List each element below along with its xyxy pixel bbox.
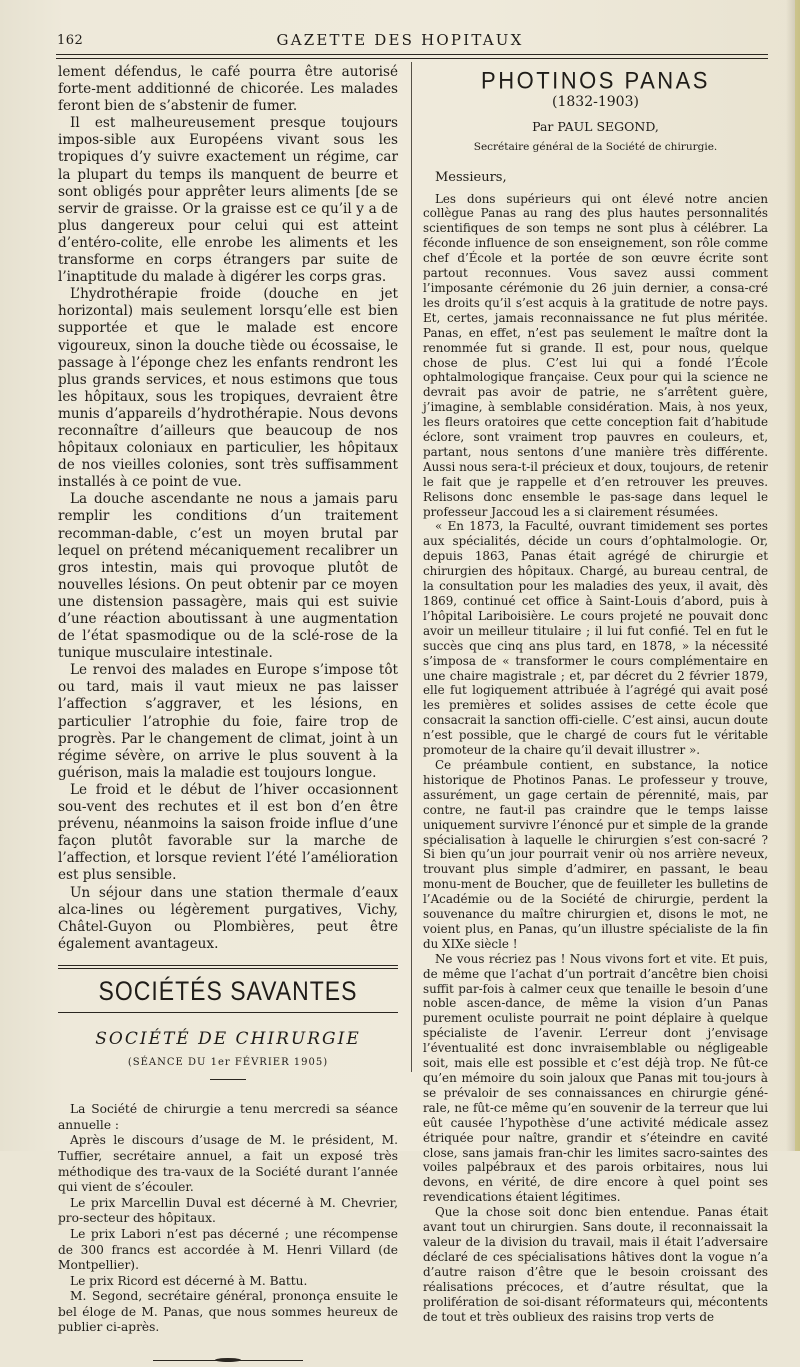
section-rule-top: [58, 965, 398, 969]
body-paragraph: Il est malheureusement presque toujours impos-sible aux Européens vivant sous les tropiques d’y suivre exactement un régime, car la plupart du temps ils manquent de beurre et sont obligés pour apprêter leurs aliments [de se servir de graisse. Or la graisse est ce qu’il y a de plus dangereux pour celui qui est atteint d’entéro-colite, elle enrobe les aliments et les transforme en corps étrangers par suite de l’inaptitude du malade à digérer les corps gras.: [58, 115, 398, 286]
ornament-rule: [153, 1360, 303, 1367]
column-divider: [411, 62, 412, 1072]
body-paragraph: Le renvoi des malades en Europe s’impose tôt ou tard, mais il vaut mieux ne pas laisser l’affection s’aggraver, et les lésions, en particulier l’atrophie du foie, faire trop de progrès. Par le changement de climat, joint à un régime sévère, on arrive le plus souvent à la guérison, mais la maladie est toujours longue.: [58, 662, 398, 781]
body-paragraph: Ne vous récriez pas ! Nous vivons fort et vite. Et puis, de même que l’achat d’un portrait d’ancêtre bien choisi suffit par-fois à calmer ceux que tenaille le besoin d’une noble ascen-dance, de même la vision d’un Panas purement oculiste pourrait ne point déplaire à quelque spécialiste de l’avenir. L’erreur dont j’envisage l’éventualité est donc invraisemblable ou négligeable soit, mais elle est possible et c’est déjà trop. Ne fût-ce qu’en mémoire du soin jaloux que Panas mit tou-jours à se prévaloir de ses connaissances en chirurgie géné-rale, ne fût-ce même qu’en souvenir de la terreur que lui eût causée l’hypothèse d’une activité médicale assez étriquée pour naître, grandir et s’éteindre en cavité close, sans jamais fran-chir les limites sacro-saintes des voiles palpébraux et des parois orbitaires, nous lui devons, en vérité, de dire encore à quel point ses revendications étaient légitimes.: [423, 951, 768, 1205]
report-paragraph: La Société de chirurgie a tenu mercredi sa séance annuelle :: [58, 1102, 398, 1132]
report-paragraph: Le prix Ricord est décerné à M. Battu.: [70, 1273, 308, 1288]
body-paragraph: L’hydrothérapie froide (douche en jet horizontal) mais seulement lorsqu’elle est bien supportée et que le malade est encore vigoureux, sinon la douche tiède ou écossaise, le passage à l’éponge chez les enfants rendront les plus grands services, et nous estimons que tous les hôpitaux, sous les tropiques, devraient être munis d’appareils d’hydrothérapie. Nous devons reconnaître d’ailleurs que beaucoup de nos hôpitaux coloniaux en particulier, les hôpitaux de nos vieilles colonies, sont très suffisamment installés à ce point de vue.: [58, 286, 398, 491]
page-number: 162: [57, 33, 84, 48]
body-paragraph: Que la chose soit donc bien entendue. Panas était avant tout un chirurgien. Sans doute, il reconnaissait la valeur de la division du travail, mais il était l’adversaire déclaré de ces spécialisations hâtives dont la vogue n’a d’autre raison d’être que le besoin croissant des réalisations précoces, et d’autre résultat, que la prolifération de soi-disant réformateurs qui, mécontents de tout et très oublieux des raisins trop verts de: [423, 1205, 768, 1324]
salutation: Messieurs,: [435, 169, 507, 185]
body-paragraph: Le froid et le début de l’hiver occasionnent sou-vent des rechutes et il est bon d’en être prévenu, néanmoins la saison froide influe d’une façon plutôt favorable sur la marche de l’affection, et lorsque revient l’été l’amélioration est plus sensible.: [58, 781, 398, 884]
short-rule: [210, 1079, 246, 1080]
body-paragraph: « En 1873, la Faculté, ouvrant timidement ses portes aux spécialités, décide un cours d’ophtalmologie. Or, depuis 1863, Panas était agrégé de chirurgie et chirurgien des hôpitaux. Chargé, au bureau central, de la consultation pour les maladies des yeux, il avait, dès 1869, continué cet office à Saint-Louis d’abord, puis à l’hôpital Lariboisière. Le cours projeté ne pouvait donc avoir un meilleur titulaire ; il lui fut confié. Tel en fut le succès que cinq ans plus tard, en 1878, » la nécessité s’imposa de « transformer le cours complémentaire en une chaire magistrale ; et, par décret du 2 février 1879, elle fut logiquement attribuée à l’agrégé qui avait posé les premières et solides assises de cette école que consacrait la sanction offi-cielle. C’est ainsi, aucun doute n’est possible, que le chargé de cours fut le véritable promoteur de la chaire qu’il devait illustrer ».: [423, 519, 768, 758]
article-years: (1832-1903): [552, 93, 639, 110]
section-title: SOCIÉTÉS SAVANTES: [98, 975, 358, 1006]
body-paragraph: Un séjour dans une station thermale d’eaux alca-lines ou légèrement purgatives, Vichy, Châtel-Guyon ou Plombières, peut être également avantageux.: [58, 884, 398, 952]
article-author: Par PAUL SEGOND,: [532, 118, 659, 134]
body-paragraph: La douche ascendante ne nous a jamais paru remplir les conditions d’un traitement recomman-dable, c’est un moyen brutal par lequel on prétend mécaniquement recalibrer un gros intestin, mais qui provoque plutôt de nouvelles lésions. On peut obtenir par ce moyen une distension passagère, mais qui est suivie d’une réaction aboutissant à une augmentation de l’état spasmodique ou de la sclé-rose de la tunique musculaire intestinale.: [58, 491, 398, 662]
report-paragraph: Le prix Labori n’est pas décerné ; une récompense de 300 francs est accordée à M. Henri Villard (de Montpellier).: [58, 1226, 398, 1273]
page-edge-band: [795, 0, 800, 1151]
body-paragraph: Les dons supérieurs qui ont élevé notre ancien collègue Panas au rang des plus hautes personnalités scientifiques de son temps ne sont plus à célébrer. La féconde influence de son enseignement, son rôle comme chef d’École et la portée de son œuvre écrite sont partout reconnues. Vous savez aussi comment l’imposante cérémonie du 26 juin dernier, a consa-cré les droits qu’il s’est acquis à la gratitude de notre pays. Et, certes, jamais reconnaissance ne fut plus méritée. Panas, en effet, n’est pas seulement le maître dont la renommée fut si grande. Il est, pour nous, quelque chose de plus. C’est lui qui a fondé l’École ophtalmologique française. Ceux pour qui la science ne devrait pas avoir de patrie, ne s’arrêtent guère, j’imagine, à semblable considération. Mais, à nos yeux, les fleurs oratoires que cette conception fait d’habitude éclore, sont vraiment trop pauvres en couleurs, et, partant, nous sentons d’une manière très différente. Aussi nous sera-t-il précieux et doux, toujours, de retenir le fait que je rappelle et d’en retrouver les preuves. Relisons donc ensemble le pas-sage dans lequel le professeur Jaccoud les a si clairement résumées.: [423, 191, 768, 519]
article-title: PHOTINOS PANAS: [481, 66, 710, 95]
right-column: [423, 64, 768, 1324]
session-date: (SÉANCE DU 1er FÉVRIER 1905): [127, 1057, 329, 1069]
report-paragraph: M. Segond, secrétaire général, prononça ensuite le bel éloge de M. Panas, que nous sommes heureux de publier ci-après.: [58, 1289, 398, 1335]
body-paragraph: lement défendus, le café pourra être autorisé forte-ment additionné de chicorée. Les malades feront bien de s’abstenir de fumer.: [58, 64, 398, 115]
report-paragraph: Après le discours d’usage de M. le président, M. Tuffier, secrétaire annuel, a fait un exposé très méthodique des tra-vaux de la Société durant l’année qui vient de s’écouler.: [58, 1133, 398, 1195]
society-name: SOCIÉTÉ DE CHIRURGIE: [95, 1028, 361, 1049]
article-author-role: Secrétaire général de la Société de chirurgie.: [473, 140, 718, 153]
header-rule: [56, 54, 768, 59]
body-paragraph: Ce préambule contient, en substance, la notice historique de Photinos Panas. Le professeur y trouve, assurément, un gage certain de pérennité, mais, par contre, ne faut-il pas craindre que le temps laisse uniquement survivre l’énoncé pur et simple de la grande spécialisation à laquelle le chirurgien s’est con-sacré ? Si bien qu’un jour pourrait venir où nos arrière neveux, trouvant plus simple d’admirer, en passant, le beau monu-ment de Boucher, que de feuilleter les bulletins de l’Académie ou de la Société de chirurgie, perdent la souvenance du maître chirurgien et, disons le mot, ne voient plus, en Panas, qu’un illustre spécialiste de la fin du XIXe siècle !: [423, 757, 768, 951]
report-paragraph: Le prix Marcellin Duval est décerné à M. Chevrier, pro-secteur des hôpitaux.: [58, 1195, 398, 1226]
running-head: GAZETTE DES HOPITAUX: [276, 31, 524, 49]
society-report: [58, 1102, 398, 1336]
section-rule-bottom: [58, 1012, 398, 1013]
left-column: [58, 64, 398, 1367]
